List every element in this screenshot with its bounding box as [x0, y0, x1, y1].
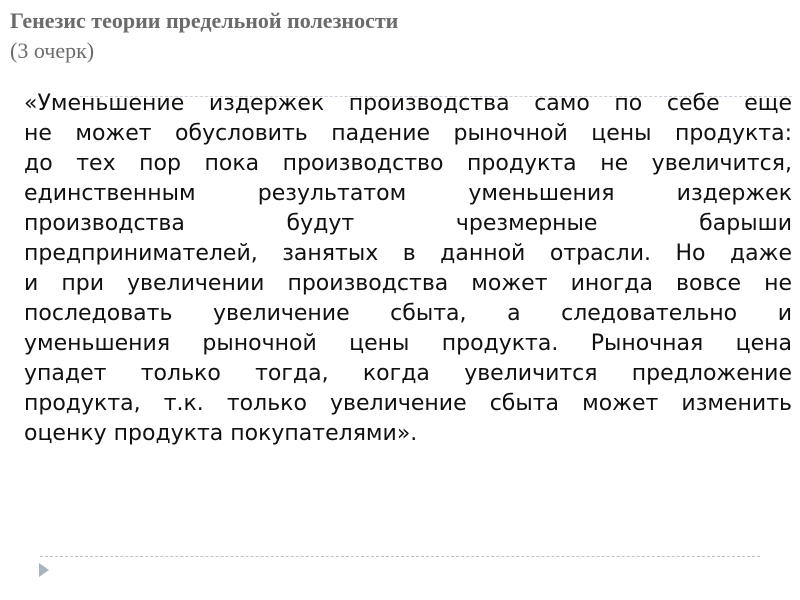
quote-line: последовать увеличение сбыта, а следовательно и: [24, 301, 792, 326]
title-block: [10, 6, 710, 66]
quote-line: «Уменьшение издержек производства само по себе еще: [24, 91, 792, 116]
quote-line: производства будут чрезмерные барыши: [24, 211, 792, 236]
slide-subtitle: (3 очерк): [10, 38, 95, 63]
quote-line: до тех пор пока производство продукта не увеличится,: [24, 151, 792, 176]
quote-line: и при увеличении производства может иногда вовсе не: [24, 271, 792, 296]
quote-line: предпринимателей, занятых в данной отрасли. Но даже: [24, 241, 792, 266]
triangle-right-icon[interactable]: [39, 563, 49, 577]
quote-line: единственным результатом уменьшения издержек: [24, 181, 792, 206]
quote-line: оценку продукта покупателями».: [24, 421, 418, 446]
quote-line: упадет только тогда, когда увеличится предложение: [24, 361, 792, 386]
quote-line: не может обусловить падение рыночной цены продукта:: [24, 121, 792, 146]
quote-text: [24, 89, 792, 449]
slide-title: Генезис теории предельной полезности: [10, 8, 399, 33]
footer-divider: [40, 556, 760, 557]
quote-line: продукта, т.к. только увеличение сбыта может изменить: [24, 391, 792, 416]
quote-line: уменьшения рыночной цены продукта. Рыночная цена: [24, 331, 792, 356]
